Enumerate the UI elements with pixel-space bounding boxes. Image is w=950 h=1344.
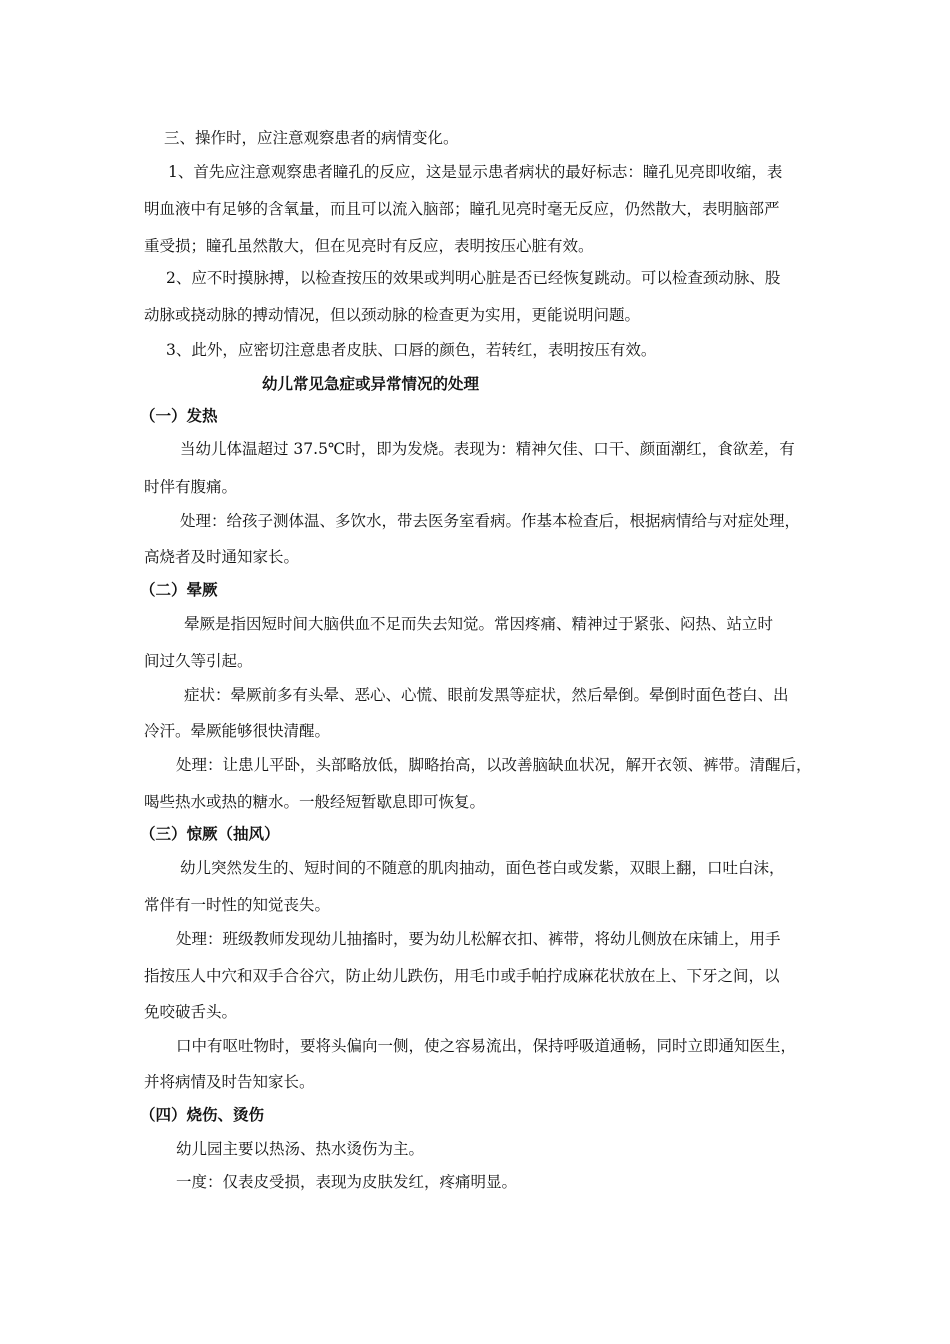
paragraph-line: 2、应不时摸脉搏，以检查按压的效果或判明心脏是否已经恢复跳动。可以检查颈动脉、股 [166, 269, 781, 287]
paragraph-line: 晕厥是指因短时间大脑供血不足而失去知觉。常因疼痛、精神过于紧张、闷热、站立时 [184, 615, 774, 633]
paragraph-line: 口中有呕吐物时，要将头偏向一侧，使之容易流出，保持呼吸道通畅，同时立即通知医生， [176, 1037, 797, 1055]
paragraph-line: 一度：仅表皮受损，表现为皮肤发红，疼痛明显。 [176, 1173, 518, 1191]
paragraph-line: 并将病情及时告知家长。 [144, 1073, 315, 1091]
paragraph-line: 处理：给孩子测体温、多饮水，带去医务室看病。作基本检查后，根据病情给与对症处理， [180, 512, 801, 530]
subsection-heading: （二）晕厥 [140, 581, 218, 599]
paragraph-line: 处理：让患儿平卧，头部略放低，脚略抬高，以改善脑缺血状况，解开衣领、裤带。清醒后， [176, 756, 812, 774]
paragraph-line: 间过久等引起。 [144, 652, 253, 670]
subsection-heading: （三）惊厥（抽风） [140, 825, 280, 843]
paragraph-line: 三、操作时，应注意观察患者的病情变化。 [164, 129, 459, 147]
paragraph-line: 幼儿突然发生的、短时间的不随意的肌肉抽动，面色苍白或发紫，双眼上翻，口吐白沫， [180, 859, 785, 877]
paragraph-line: 1、首先应注意观察患者瞳孔的反应，这是显示患者病状的最好标志：瞳孔见亮即收缩，表 [168, 163, 783, 181]
paragraph-line: 处理：班级教师发现幼儿抽搐时，要为幼儿松解衣扣、裤带，将幼儿侧放在床铺上，用手 [176, 930, 781, 948]
paragraph-line: 常伴有一时性的知觉丧失。 [144, 896, 331, 914]
paragraph-line: 冷汗。晕厥能够很快清醒。 [144, 722, 331, 740]
paragraph-line: 免咬破舌头。 [144, 1003, 238, 1021]
paragraph-line: 重受损；瞳孔虽然散大，但在见亮时有反应，表明按压心脏有效。 [144, 237, 594, 255]
paragraph-line: 高烧者及时通知家长。 [144, 548, 300, 566]
paragraph-line: 时伴有腹痛。 [144, 478, 238, 496]
section-title: 幼儿常见急症或异常情况的处理 [262, 375, 480, 393]
paragraph-line: 明血液中有足够的含氧量，而且可以流入脑部；瞳孔见亮时毫无反应，仍然散大，表明脑部严 [144, 200, 780, 218]
paragraph-line: 喝些热水或热的糖水。一般经短暂歇息即可恢复。 [144, 793, 486, 811]
paragraph-line: 3、此外，应密切注意患者皮肤、口唇的颜色，若转红，表明按压有效。 [166, 341, 657, 359]
subsection-heading: （四）烧伤、烫伤 [140, 1106, 265, 1124]
paragraph-line: 动脉或挠动脉的搏动情况，但以颈动脉的检查更为实用，更能说明问题。 [144, 306, 641, 324]
subsection-heading: （一）发热 [140, 407, 218, 425]
paragraph-line: 幼儿园主要以热汤、热水烫伤为主。 [176, 1140, 425, 1158]
paragraph-line: 指按压人中穴和双手合谷穴，防止幼儿跌伤，用毛巾或手帕拧成麻花状放在上、下牙之间，以 [144, 967, 780, 985]
paragraph-line: 当幼儿体温超过 37.5℃时，即为发烧。表现为：精神欠佳、口干、颜面潮红，食欲差，有 [180, 440, 795, 458]
paragraph-line: 症状：晕厥前多有头晕、恶心、心慌、眼前发黑等症状，然后晕倒。晕倒时面色苍白、出 [184, 686, 789, 704]
